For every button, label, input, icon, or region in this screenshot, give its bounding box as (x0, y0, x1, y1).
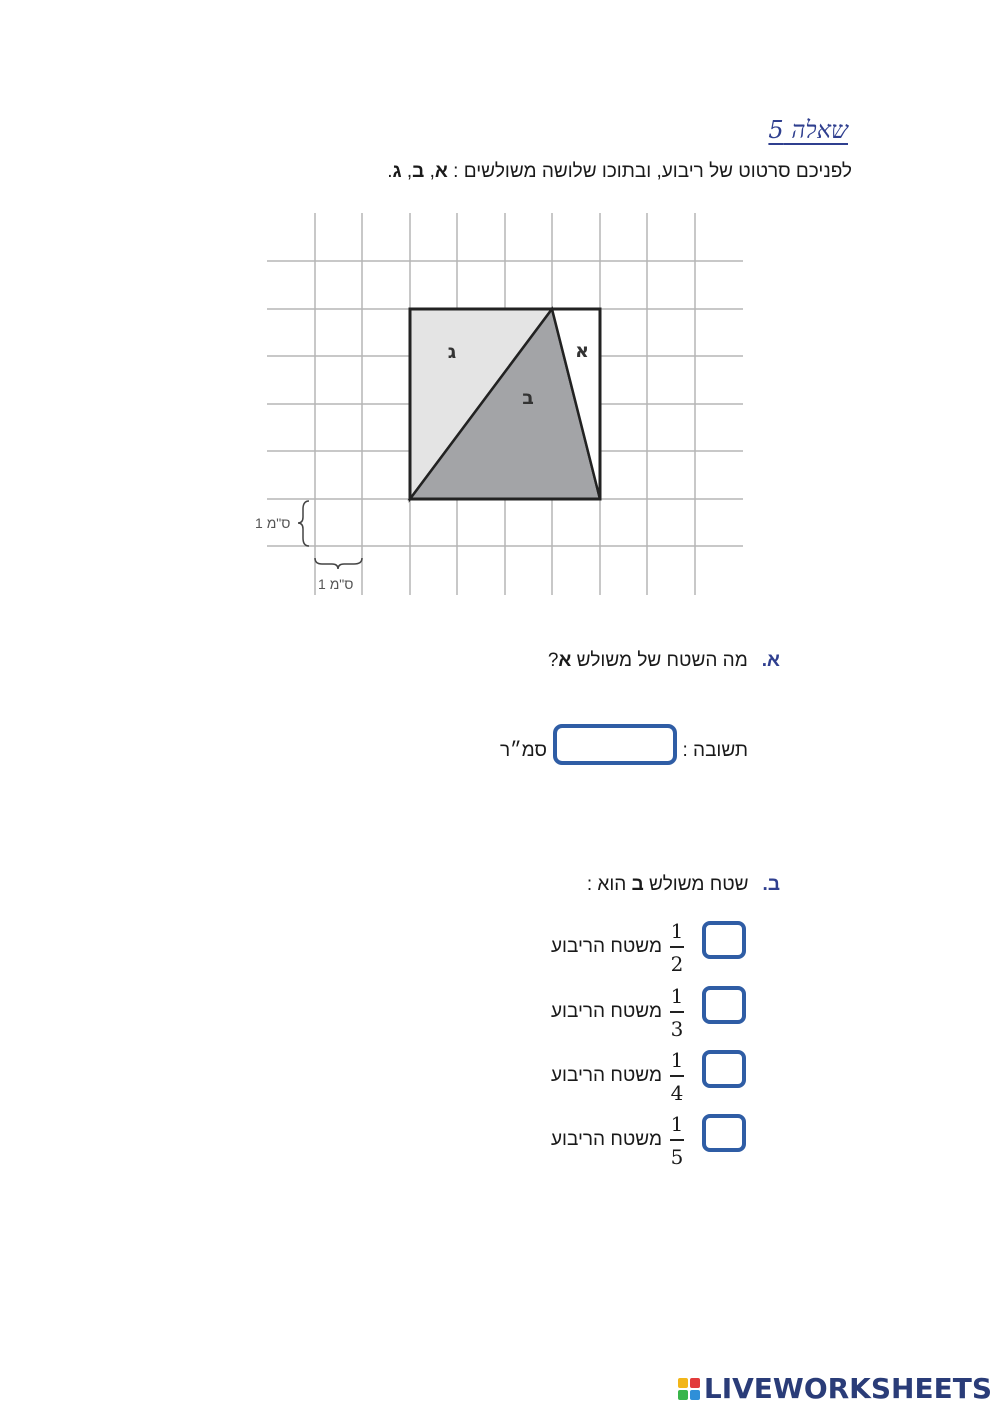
answer-label: תשובה : (682, 740, 748, 761)
question-a: א.מה השטח של משולש א? (547, 650, 780, 671)
intro-sentence: לפניכם סרטוט של ריבוע, ובתוכו שלושה משולשים : (447, 161, 852, 182)
logo-text: LIVEWORKSHEETS (703, 1372, 992, 1405)
option-2-text: משטח הריבוע (550, 1001, 662, 1023)
vertical-unit-label: 1 ס"מ (255, 515, 291, 531)
option-1 (551, 921, 684, 974)
answer-input[interactable] (553, 724, 677, 765)
option-3-fraction: $\frac{1}{4}$ (670, 1048, 684, 1105)
question-a-letter: א. (761, 650, 780, 671)
triangle-label-b: ב (522, 387, 534, 409)
intro-letter-a: א (434, 161, 448, 182)
question-b-bold: ב (631, 874, 644, 895)
option-2 (551, 986, 684, 1039)
option-4-fraction: $\frac{1}{5}$ (670, 1112, 684, 1169)
question-b-text: שטח משולש (643, 874, 749, 895)
option-3-text: משטח הריבוע (550, 1065, 662, 1087)
vertical-brace (298, 501, 309, 546)
intro-text: לפניכם סרטוט של ריבוע, ובתוכו שלושה משולשים : א, ב, ג. (387, 161, 852, 182)
triangle-label-c: ג (447, 341, 457, 363)
question-b: ב.שטח משולש ב הוא : (586, 874, 780, 895)
option-3 (551, 1050, 684, 1103)
triangle-label-a: א (575, 340, 589, 362)
horizontal-brace (315, 558, 362, 569)
question-a-text: מה השטח של משולש (571, 650, 748, 671)
option-checkbox-1[interactable] (702, 921, 746, 959)
square-diagram (250, 205, 760, 605)
intro-letter-b: ב (412, 161, 425, 182)
question-a-bold: א (558, 650, 572, 671)
question-b-letter: ב. (762, 874, 780, 895)
option-1-text: משטח הריבוע (550, 936, 662, 958)
option-2-fraction: $\frac{1}{3}$ (670, 984, 684, 1041)
intro-letter-c: ג (392, 161, 402, 182)
question-title: שאלה 5 (768, 116, 848, 144)
option-checkbox-2[interactable] (702, 986, 746, 1024)
option-4-text: משטח הריבוע (550, 1129, 662, 1151)
logo-icon (678, 1378, 700, 1400)
option-1-fraction: $\frac{1}{2}$ (670, 919, 684, 976)
option-4 (551, 1114, 684, 1167)
horizontal-unit-label: 1 ס"מ (318, 576, 354, 592)
option-checkbox-4[interactable] (702, 1114, 746, 1152)
liveworksheets-logo (678, 1372, 992, 1405)
answer-unit: סמ״ר (500, 740, 547, 761)
option-checkbox-3[interactable] (702, 1050, 746, 1088)
